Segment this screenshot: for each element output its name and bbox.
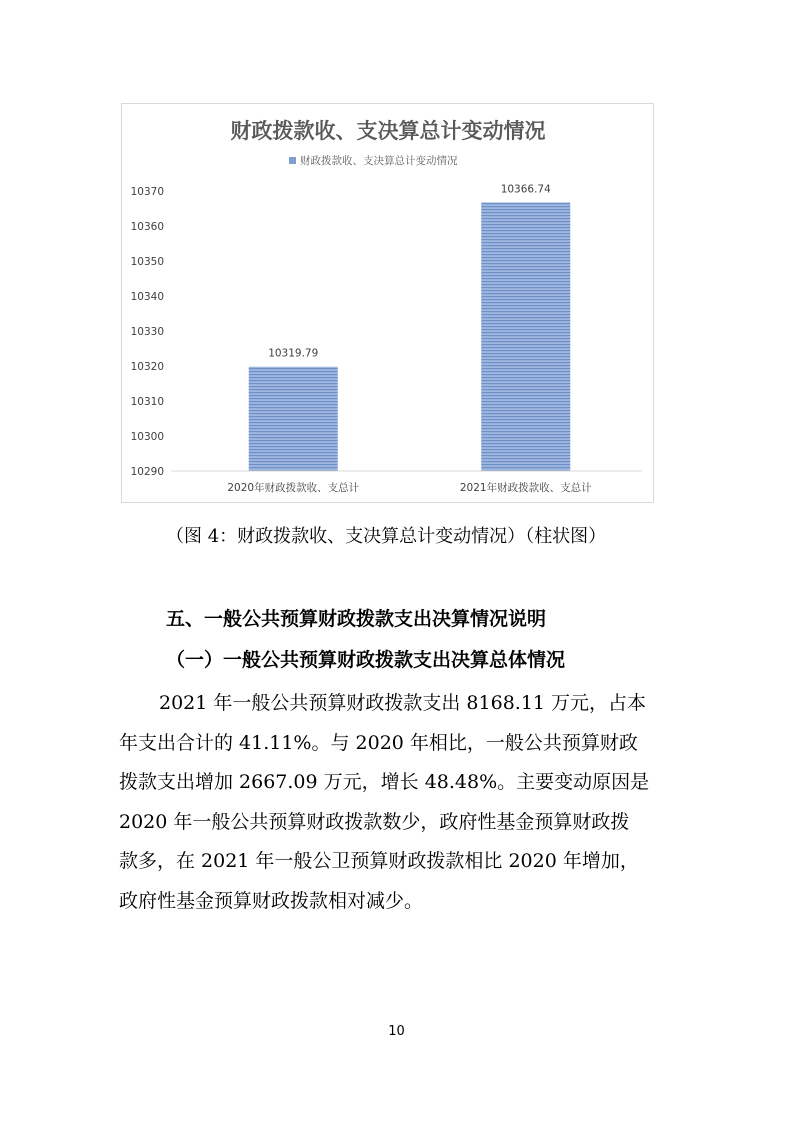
chart-container [121, 103, 654, 503]
y-tick-label: 10330 [130, 326, 164, 338]
body-line: 年支出合计的 41.11%。与 2020 年相比，一般公共预算财政 [119, 731, 638, 754]
y-axis [131, 186, 164, 478]
page-number: 10 [388, 1024, 405, 1039]
data-label: 10319.79 [268, 347, 319, 360]
sub-heading: （一）一般公共预算财政拨款支出决算总体情况 [166, 649, 566, 671]
y-tick-label: 10310 [130, 396, 164, 408]
chart-title: 财政拨款收、支决算总计变动情况 [230, 119, 546, 143]
body-line: 款多，在 2021 年一般公卫预算财政拨款相比 2020 年增加， [119, 850, 639, 872]
legend-label: 财政拨款收、支决算总计变动情况 [300, 155, 458, 167]
figure-caption: （图 4：财政拨款收、支决算总计变动情况）（柱状图） [166, 526, 607, 547]
body-line: 2021 年一般公共预算财政拨款支出 8168.11 万元，占本 [159, 692, 647, 714]
body-line: 政府性基金预算财政拨款相对减少。 [119, 889, 424, 912]
bars [227, 183, 592, 494]
y-tick-label: 10300 [130, 431, 164, 443]
body-paragraph [119, 684, 679, 921]
y-tick-label: 10370 [130, 186, 164, 198]
body-line: 拨款支出增加 2667.09 万元，增长 48.48%。主要变动原因是 [119, 771, 650, 793]
y-tick-label: 10340 [130, 291, 164, 303]
x-tick-label: 2020年财政拨款收、支总计 [227, 482, 360, 494]
legend-swatch [289, 157, 296, 164]
y-tick-label: 10360 [130, 221, 164, 233]
bar [481, 202, 570, 471]
bar-chart [122, 104, 655, 504]
bar [249, 367, 338, 471]
body-line: 2020 年一般公共预算财政拨款数少，政府性基金预算财政拨 [119, 810, 630, 833]
data-label: 10366.74 [500, 183, 551, 196]
y-tick-label: 10320 [130, 361, 164, 373]
section-heading: 五、一般公共预算财政拨款支出决算情况说明 [166, 608, 547, 630]
x-tick-label: 2021年财政拨款收、支总计 [459, 482, 592, 494]
y-tick-label: 10350 [130, 256, 164, 268]
y-tick-label: 10290 [130, 466, 164, 478]
